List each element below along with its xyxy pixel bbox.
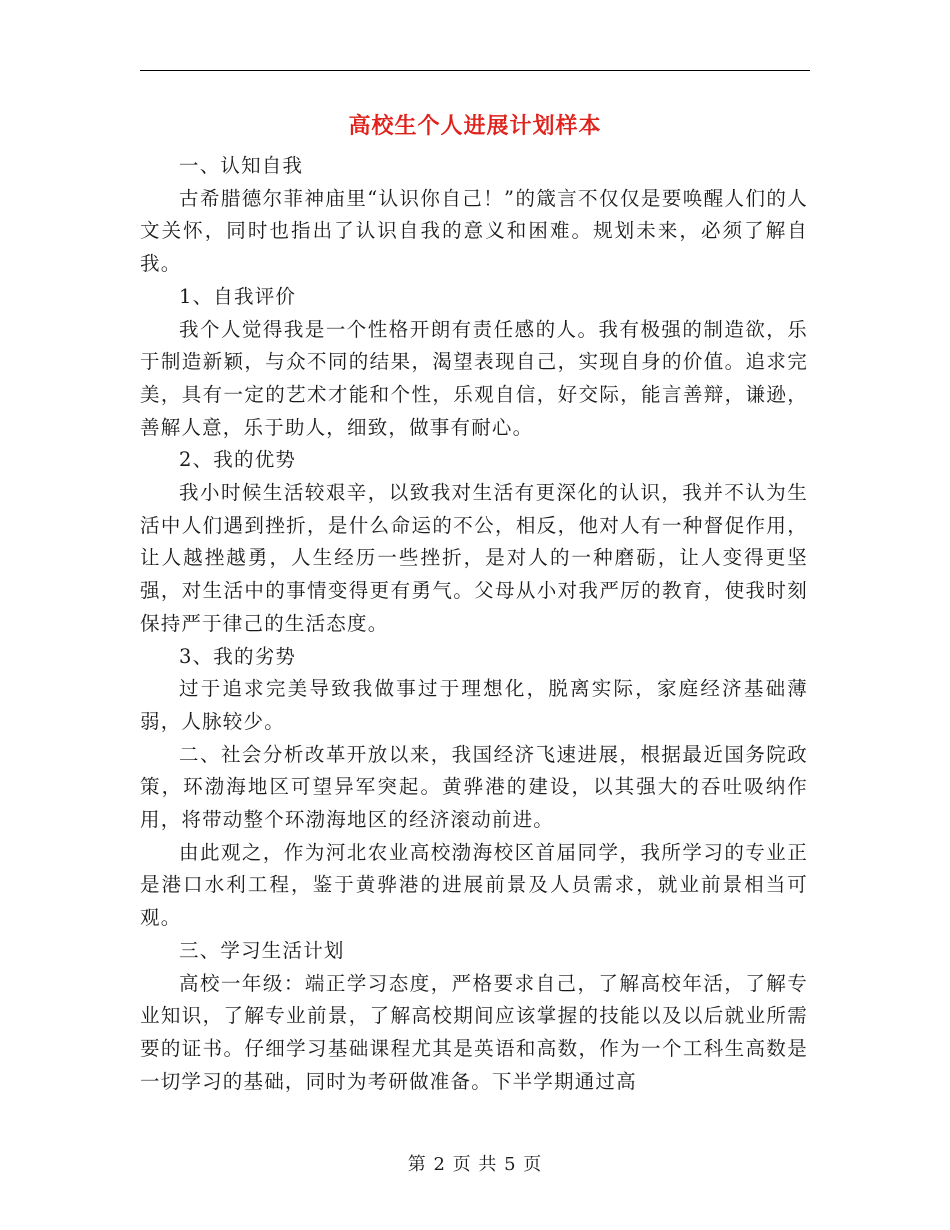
paragraph: 过于追求完美导致我做事过于理想化，脱离实际，家庭经济基础薄弱，人脉较少。	[140, 677, 808, 733]
section-heading-study-plan: 三、学习生活计划	[179, 938, 345, 962]
document-title: 高校生个人进展计划样本	[348, 113, 602, 139]
page-footer: 第 2 页 共 5 页	[407, 1154, 543, 1175]
section-heading-self-awareness: 一、认知自我	[179, 154, 304, 177]
paragraph-social-analysis: 二、社会分析改革开放以来，我国经济飞速进展，根据最近国务院政策，环渤海地区可望异军突起。黄骅港的建设，以其强大的吞吐吸纳作用，将带动整个环渤海地区的经济滚动前进。	[140, 742, 808, 832]
paragraph: 由此观之，作为河北农业高校渤海校区首届同学，我所学习的专业正是港口水利工程，鉴于黄骅港的进展前景及人员需求，就业前景相当可观。	[140, 840, 808, 930]
paragraph: 古希腊德尔菲神庙里“认识你自己！”的箴言不仅仅是要唤醒人们的人文关怀，同时也指出了认识自我的意义和困难。规划未来，必须了解自我。	[140, 186, 808, 276]
paragraph: 高校一年级：端正学习态度，严格要求自己，了解高校年活，了解专业知识，了解专业前景，了解高校期间应该掌握的技能以及以后就业所需要的证书。仔细学习基础课程尤其是英语和高数，作为一个工科生高数是一切学习的基础，同时为考研做准备。下半学期通过高	[140, 971, 808, 1093]
subheading-self-evaluation: 1、自我评价	[179, 284, 297, 308]
paragraph: 我个人觉得我是一个性格开朗有责任感的人。我有极强的制造欲，乐于制造新颖，与众不同的结果，渴望表现自己，实现自身的价值。追求完美，具有一定的艺术才能和个性，乐观自信，好交际，能言善辩，谦逊，善解人意，乐于助人，细致，做事有耐心。	[140, 317, 808, 439]
header-rule	[140, 70, 810, 71]
subheading-strengths: 2、我的优势	[179, 448, 297, 472]
paragraph: 我小时候生活较艰辛，以致我对生活有更深化的认识，我并不认为生活中人们遇到挫折，是什么命运的不公，相反，他对人有一种督促作用，让人越挫越勇，人生经历一些挫折，是对人的一种磨砺，让人变得更坚强，对生活中的事情变得更有勇气。父母从小对我严厉的教育，使我时刻保持严于律己的生活态度。	[140, 481, 808, 635]
subheading-weaknesses: 3、我的劣势	[179, 644, 297, 668]
document-body	[140, 150, 808, 1098]
